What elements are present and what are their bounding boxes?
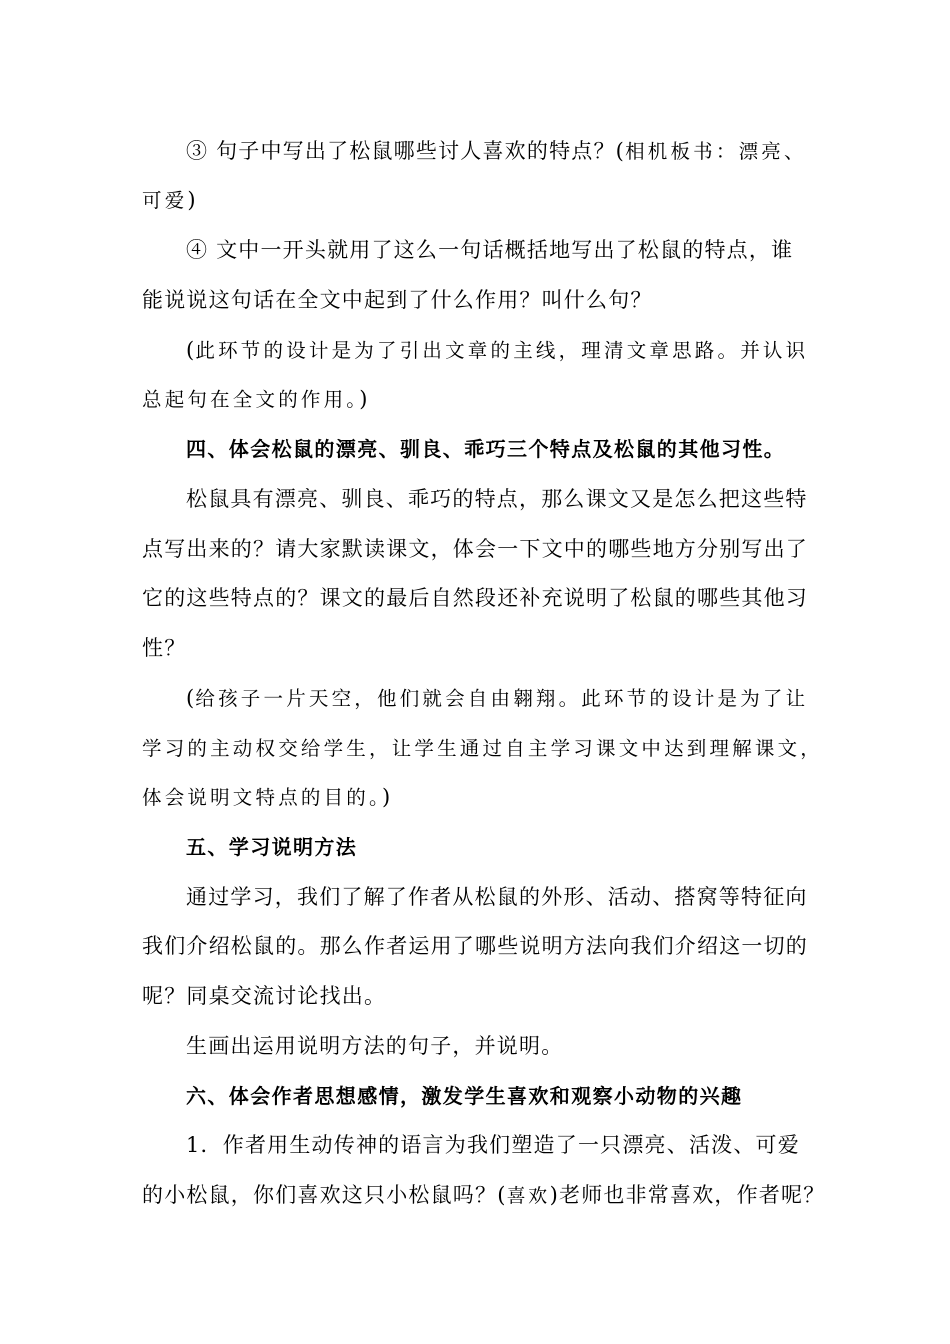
text: 松鼠具有漂亮、驯良、乖巧的特点，那么课文又是怎么把这些特 [186,487,808,511]
paragraph-line [0,534,950,564]
paragraph-line [0,733,950,764]
text: 它的这些特点的？课文的最后自然段还补充说明了松鼠的哪些其他习 [142,586,808,610]
paragraph-line [0,1130,950,1160]
paragraph-line [0,931,950,961]
text: ( [186,686,196,710]
paragraph-line [0,981,950,1011]
paragraph-line [0,484,950,514]
text: 生画出运用说明方法的句子，并说明。 [186,1034,564,1058]
text: 能说说这句话在全文中起到了什么作用？叫什么句？ [142,288,653,312]
paragraph-line [0,384,950,415]
text: 1．作者用生动传神的语言为我们塑造了一只漂亮、活泼、可爱 [186,1133,800,1157]
paragraph-line [0,633,950,663]
paragraph-line [0,285,950,315]
text: 的小松鼠，你们喜欢这只小松鼠吗？( [142,1183,507,1207]
text: ) [359,387,369,411]
text: 呢？同桌交流讨论找出。 [142,984,387,1008]
section-heading: 四、体会松鼠的漂亮、驯良、乖巧三个特点及松鼠的其他习性。 [186,437,786,461]
text: ④ 文中一开头就用了这么一句话概括地写出了松鼠的特点，谁 [186,238,794,262]
text: ) [381,785,392,809]
paragraph-line [0,583,950,613]
paragraph-line [0,235,950,265]
paragraph-line [0,185,950,216]
note-text: 相机板书：漂亮、 [625,140,807,163]
note-text: 体会说明文特点的目的。 [142,786,382,809]
text: ③ 句子中写出了松鼠哪些讨人喜欢的特点？( [186,139,626,163]
note-text: 学习的主动权交给学生，让学生通过自主学习课文中达到理解课文， [142,737,824,760]
note-text: 总起句在全文的作用。 [142,388,360,411]
note-text: 可爱 [142,189,188,212]
text: 我们介绍松鼠的。那么作者运用了哪些说明方法向我们介绍这一切的 [142,934,808,958]
text: )老师也非常喜欢，作者呢？ [549,1183,826,1207]
paragraph-line [0,1031,950,1061]
paragraph-line [0,335,950,366]
note-text: 喜欢 [506,1185,550,1207]
note-text: 此环节的设计是为了引出文章的主线，理清文章思路。并认识 [195,339,809,362]
paragraph-line [0,683,950,714]
paragraph-line [0,882,950,912]
text: 通过学习，我们了解了作者从松鼠的外形、活动、搭窝等特征向 [186,885,808,909]
note-text: 给孩子一片天空，他们就会自由翱翔。此环节的设计是为了让 [195,687,809,710]
section-heading: 五、学习说明方法 [186,835,358,859]
text: ( [186,338,196,362]
text: ) [187,188,197,212]
text: 性？ [142,636,187,660]
section-heading: 六、体会作者思想感情，激发学生喜欢和观察小动物的兴趣 [186,1084,743,1108]
paragraph-line [0,1180,950,1211]
paragraph-line [0,782,950,813]
paragraph-line [0,136,950,167]
text: 点写出来的？请大家默读课文，体会一下文中的哪些地方分别写出了 [142,537,808,561]
